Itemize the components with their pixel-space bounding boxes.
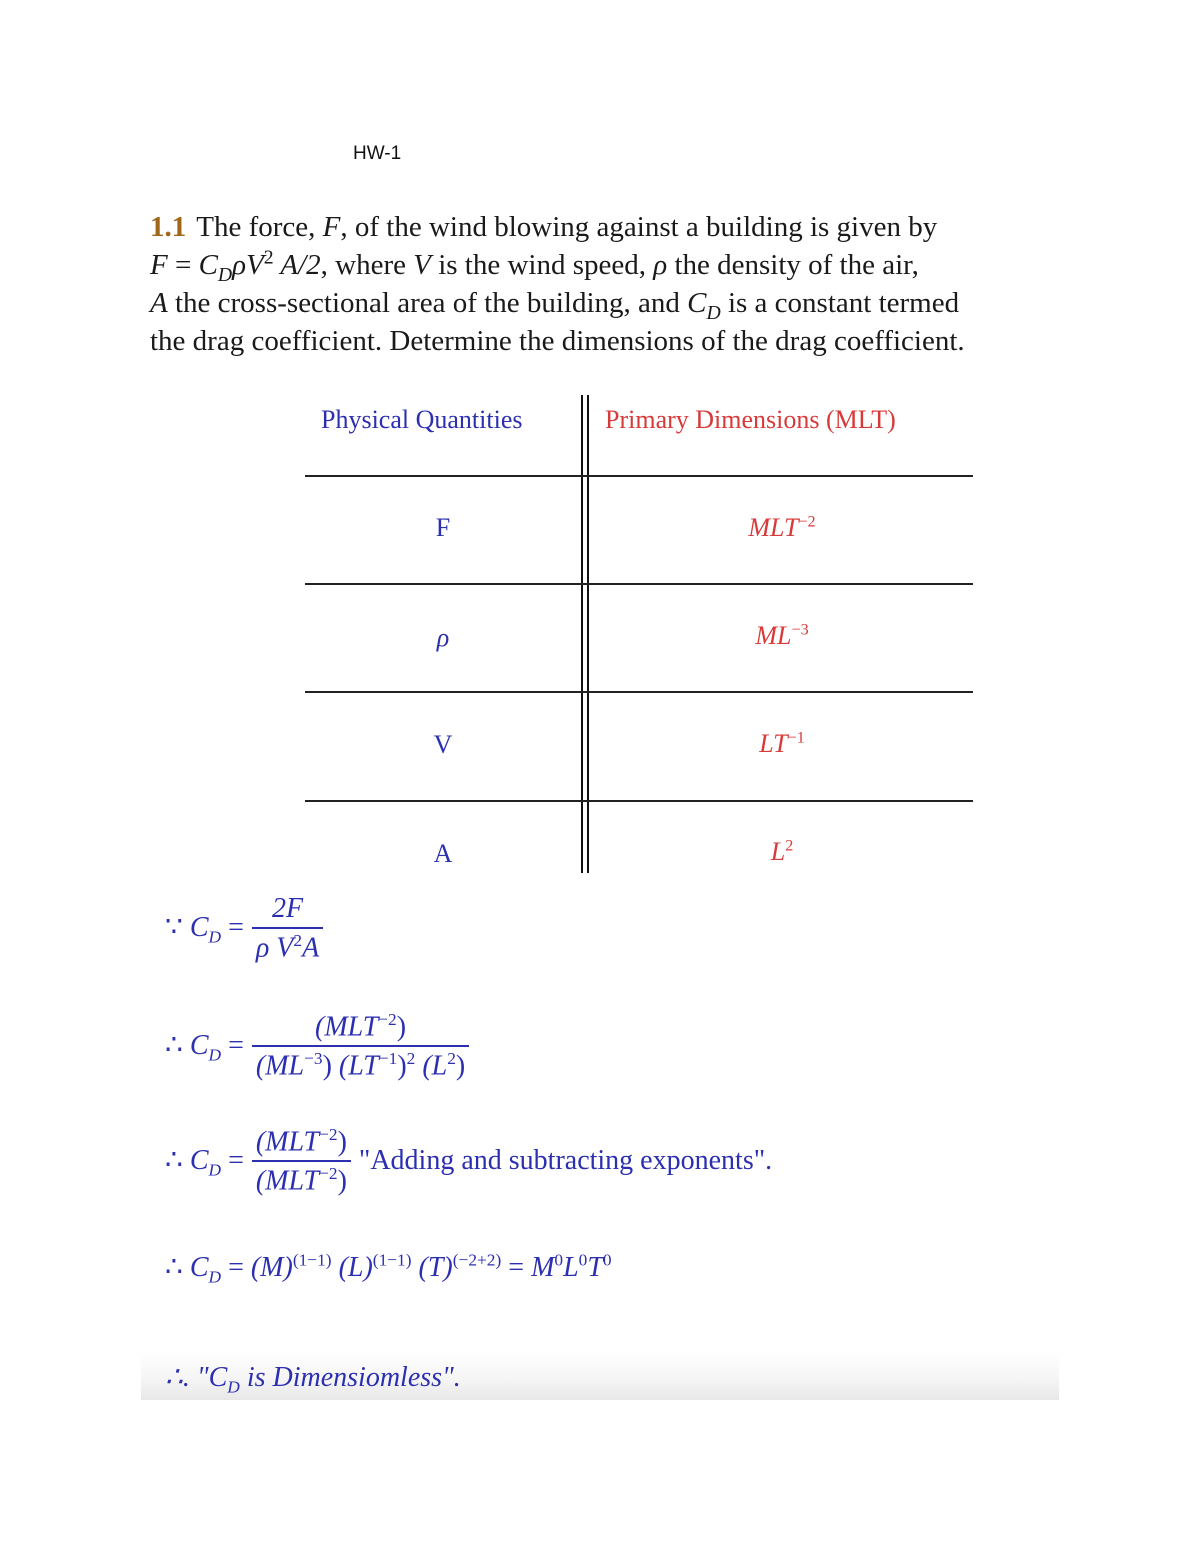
symbol-V: V bbox=[413, 249, 431, 281]
paren: ) bbox=[397, 1050, 407, 1082]
page-header-title: HW-1 bbox=[353, 143, 402, 164]
table-rule bbox=[305, 583, 973, 585]
symbol-A: A bbox=[150, 287, 168, 319]
dimension-base: L bbox=[770, 837, 786, 866]
problem-text: the cross-sectional area of the building, and bbox=[167, 287, 688, 319]
exponent: (−2+2) bbox=[452, 1250, 502, 1270]
factor-base: (LT bbox=[338, 1050, 379, 1082]
numerator-text: 2F bbox=[271, 893, 304, 924]
fraction bbox=[252, 1125, 351, 1198]
numerator bbox=[252, 893, 323, 927]
conclusion-prefix: ∴. " bbox=[165, 1362, 209, 1393]
numerator-base: (MLT bbox=[315, 1011, 379, 1043]
symbol-C: C bbox=[189, 1029, 209, 1061]
dimension-base: LT bbox=[759, 729, 788, 758]
fraction bbox=[252, 1010, 469, 1083]
symbol-rho-V: ρV bbox=[232, 249, 264, 281]
dimension-exponent: −1 bbox=[787, 729, 805, 747]
problem-line-2 bbox=[150, 246, 1050, 284]
result-t: T bbox=[587, 1252, 603, 1283]
problem-text: The force, bbox=[196, 211, 323, 243]
equals-sign: = bbox=[167, 249, 199, 281]
subscript-D: D bbox=[227, 1377, 240, 1397]
exponent: 0 bbox=[602, 1250, 612, 1270]
dimension-exponent: −3 bbox=[791, 621, 809, 639]
equation-cd-substitution bbox=[165, 1010, 469, 1083]
exponent: −2 bbox=[319, 1125, 338, 1144]
equation-note: "Adding and subtracting exponents". bbox=[358, 1145, 773, 1177]
symbol-C: C bbox=[687, 287, 707, 319]
dimensions-table bbox=[305, 395, 973, 873]
quantity-cell: A bbox=[433, 839, 453, 868]
symbol-C: C bbox=[198, 249, 218, 281]
denominator-rho-v: ρ V bbox=[255, 932, 294, 964]
equation-lhs bbox=[165, 1028, 244, 1066]
result-l: L bbox=[563, 1252, 579, 1283]
exponent-2: 2 bbox=[263, 246, 274, 269]
dimension-cell bbox=[591, 621, 973, 651]
problem-text: , of the wind blowing against a building is given by bbox=[340, 211, 938, 243]
exponent: 2 bbox=[406, 1049, 416, 1069]
exponent: −2 bbox=[319, 1164, 338, 1184]
paren: ) bbox=[322, 1050, 332, 1082]
exponent: −2 bbox=[378, 1010, 397, 1029]
dimension-exponent: 2 bbox=[785, 837, 794, 855]
denominator bbox=[252, 929, 323, 964]
numerator-base: (MLT bbox=[255, 1126, 320, 1158]
factor-l: (L) bbox=[338, 1252, 373, 1283]
equation-cd-exponents bbox=[165, 1250, 612, 1288]
symbol-F: F bbox=[322, 211, 341, 243]
dimension-exponent: −2 bbox=[798, 513, 816, 531]
denominator bbox=[252, 1162, 351, 1197]
dimension-cell bbox=[591, 729, 973, 759]
therefore-symbol: ∴ bbox=[165, 1029, 183, 1061]
paren: ) bbox=[455, 1050, 466, 1082]
numerator bbox=[252, 1125, 351, 1160]
fraction bbox=[252, 893, 323, 964]
exponent: −3 bbox=[304, 1049, 323, 1069]
equals-sign: = bbox=[228, 1144, 244, 1176]
therefore-symbol: ∴ bbox=[165, 1144, 183, 1176]
result-m: M bbox=[531, 1252, 555, 1283]
numerator bbox=[252, 1010, 469, 1045]
subscript-D: D bbox=[208, 927, 222, 947]
denominator-base: (MLT bbox=[255, 1165, 320, 1197]
equals-sign: = bbox=[228, 911, 244, 943]
problem-text: is the wind speed, bbox=[430, 249, 654, 281]
symbol-rho: ρ bbox=[653, 249, 668, 281]
table-rule bbox=[305, 475, 973, 477]
factor-t: (T) bbox=[418, 1252, 453, 1283]
equals-sign: = bbox=[508, 1252, 525, 1283]
equals-sign: = bbox=[228, 1029, 244, 1061]
factor-base: (L bbox=[422, 1050, 448, 1082]
symbol-C: C bbox=[189, 1144, 209, 1176]
subscript-D: D bbox=[208, 1160, 222, 1180]
subscript-D: D bbox=[217, 263, 233, 286]
quantity-cell: F bbox=[435, 513, 451, 542]
dimension-cell bbox=[591, 513, 973, 543]
equation-cd-definition bbox=[165, 893, 323, 964]
symbol-C: C bbox=[189, 911, 209, 943]
exponent: 2 bbox=[447, 1049, 456, 1069]
conclusion-statement bbox=[165, 1360, 461, 1398]
conclusion-text: is Dimensiomless". bbox=[239, 1362, 461, 1393]
quantity-cell: V bbox=[433, 730, 453, 759]
dimension-cell bbox=[591, 837, 973, 867]
problem-text: , where bbox=[320, 249, 414, 281]
symbol-C: C bbox=[208, 1362, 228, 1393]
exponent: 0 bbox=[578, 1250, 588, 1270]
equals-sign: = bbox=[228, 1252, 244, 1283]
equation-lhs bbox=[165, 1143, 244, 1181]
problem-line-3 bbox=[150, 284, 1050, 322]
quantity-cell: ρ bbox=[436, 623, 450, 652]
problem-line-4: the drag coefficient. Determine the dimensions of the drag coefficient. bbox=[150, 325, 965, 357]
therefore-symbol: ∴ bbox=[165, 1252, 183, 1283]
subscript-D: D bbox=[706, 301, 721, 324]
subscript-D: D bbox=[208, 1267, 222, 1287]
exponent: (1−1) bbox=[292, 1250, 332, 1270]
paren: ) bbox=[337, 1165, 347, 1197]
subscript-D: D bbox=[208, 1045, 222, 1065]
paren: ) bbox=[337, 1126, 347, 1158]
dimension-base: MLT bbox=[748, 513, 799, 542]
because-symbol: ∵ bbox=[165, 911, 183, 943]
problem-number: 1.1 bbox=[150, 211, 187, 243]
equation-lhs bbox=[165, 910, 244, 948]
problem-line-1 bbox=[150, 208, 1050, 246]
factor-base: (ML bbox=[255, 1050, 305, 1082]
equation-cd-simplified bbox=[165, 1125, 772, 1198]
symbol-A-over-2: A/2 bbox=[273, 249, 321, 281]
column-header-quantities: Physical Quantities bbox=[321, 405, 523, 434]
table-rule bbox=[305, 800, 973, 802]
dimension-base: ML bbox=[755, 621, 792, 650]
symbol-C: C bbox=[189, 1252, 209, 1283]
problem-statement bbox=[150, 208, 1050, 360]
denominator bbox=[252, 1047, 469, 1082]
exponent: (1−1) bbox=[372, 1250, 412, 1270]
symbol-F: F bbox=[150, 249, 168, 281]
exponent: 0 bbox=[554, 1250, 564, 1270]
paren: ) bbox=[396, 1011, 407, 1043]
problem-text: the density of the air, bbox=[667, 249, 919, 281]
column-header-dimensions: Primary Dimensions (MLT) bbox=[605, 405, 896, 434]
denominator-a: A bbox=[302, 932, 320, 964]
problem-text: is a constant termed bbox=[720, 287, 960, 319]
factor-m: (M) bbox=[250, 1252, 293, 1283]
table-rule bbox=[305, 691, 973, 693]
exponent: 2 bbox=[293, 931, 303, 950]
exponent: −1 bbox=[378, 1049, 398, 1069]
